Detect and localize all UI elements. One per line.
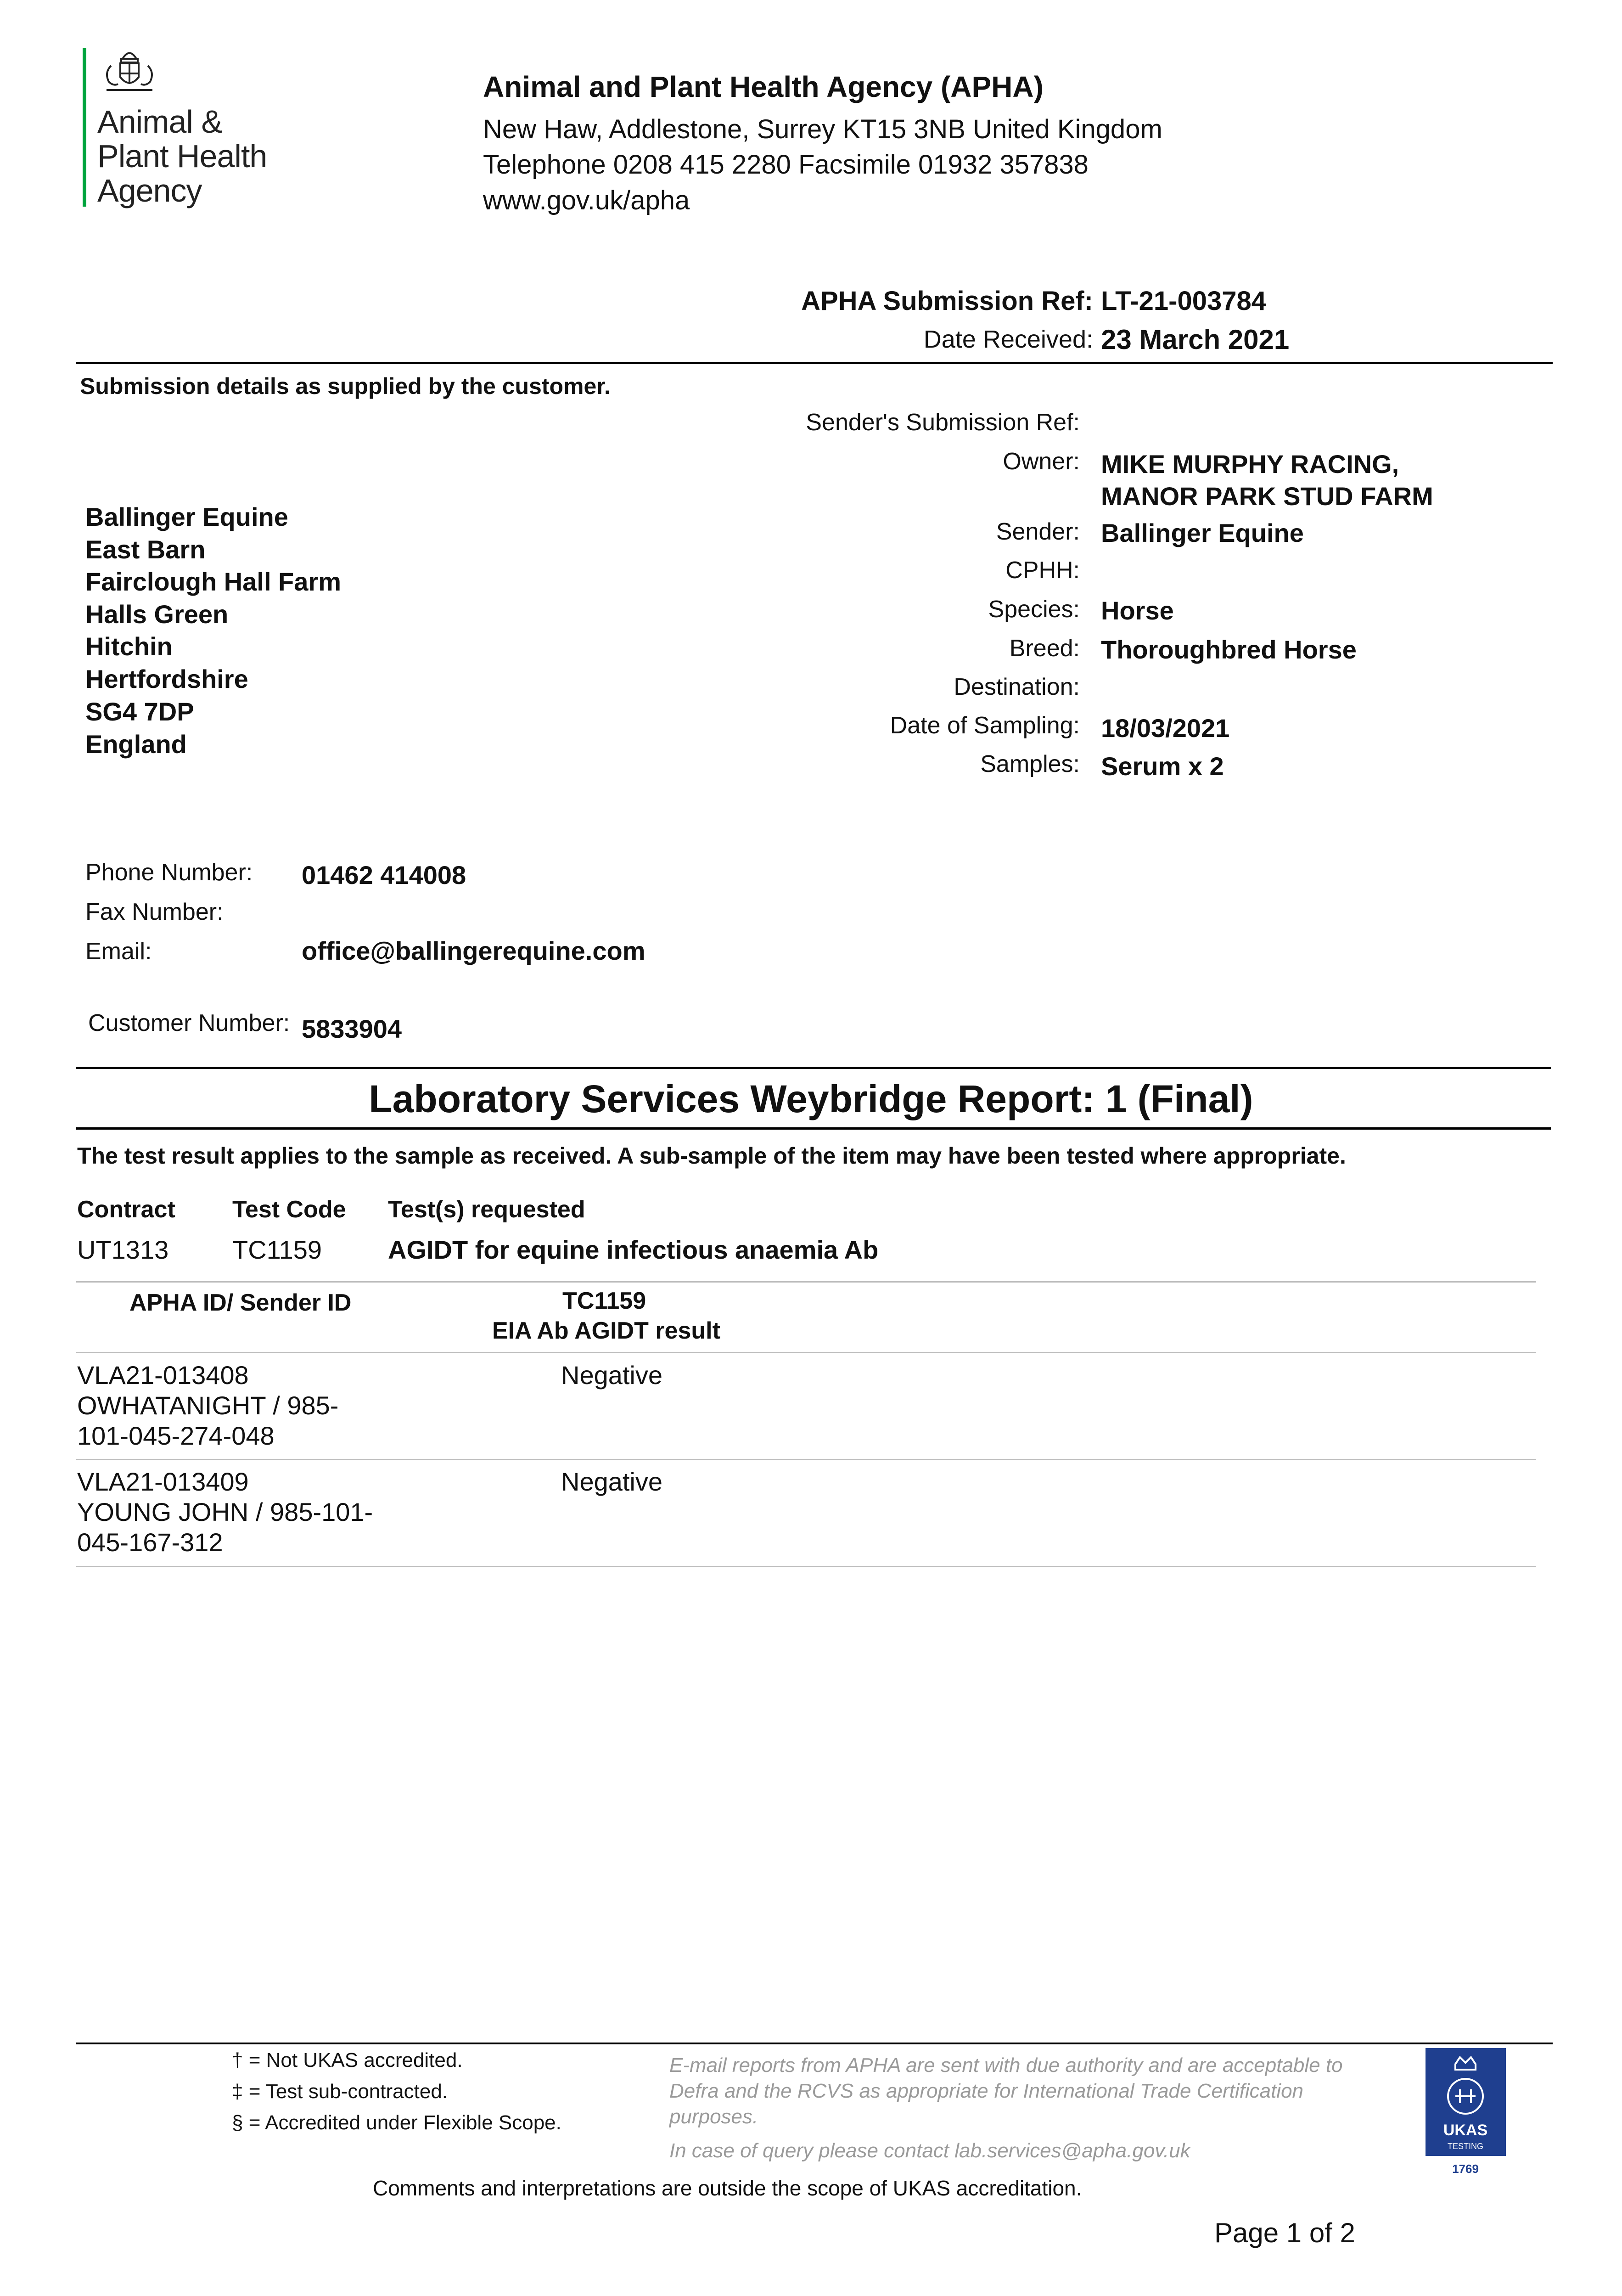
email-reports-note: E-mail reports from APHA are sent with due authority and are acceptable to Defra and the RCVS as appropriate for International Trade Certification purposes. [669, 2054, 1343, 2128]
contract-header: Contract [77, 1196, 175, 1223]
breed-label: Breed: [1009, 635, 1080, 662]
results-table-top-rule [76, 1281, 1536, 1283]
table-row-result: Negative [561, 1467, 663, 1496]
sender-label: Sender: [996, 518, 1080, 545]
owner-label: Owner: [1003, 448, 1080, 475]
submission-ref-label: APHA Submission Ref: [801, 286, 1093, 316]
sampling-date-value: 18/03/2021 [1101, 714, 1230, 743]
contract-value: UT1313 [77, 1235, 169, 1264]
table-row-result: Negative [561, 1361, 663, 1390]
page-number: Page 1 of 2 [1214, 2217, 1355, 2248]
address-line: Hertfordshire [85, 664, 248, 693]
table-row-apha-id: VLA21-013408 [77, 1361, 249, 1390]
table-row-divider [76, 1459, 1536, 1460]
senders-ref-label: Sender's Submission Ref: [806, 409, 1080, 436]
query-contact-note: In case of query please contact lab.services@apha.gov.uk [669, 2139, 1190, 2162]
address-line: East Barn [85, 535, 206, 564]
address-line: England [85, 730, 187, 759]
cphh-label: CPHH: [1005, 557, 1080, 584]
report-bottom-rule [76, 1127, 1551, 1130]
results-header-rule [76, 1352, 1536, 1353]
customer-number-label: Customer Number: [88, 1010, 290, 1036]
customer-note: Submission details as supplied by the customer. [80, 373, 611, 399]
agency-website[interactable]: www.gov.uk/apha [483, 186, 690, 215]
id-column-header: APHA ID/ Sender ID [129, 1289, 352, 1316]
samples-value: Serum x 2 [1101, 752, 1224, 781]
header-divider [76, 362, 1553, 364]
ukas-scope-note: Comments and interpretations are outside the scope of UKAS accreditation. [373, 2176, 1082, 2200]
logo-text-line-3: Agency [97, 173, 202, 208]
key-sub-contracted: ‡ = Test sub-contracted. [232, 2080, 448, 2103]
table-row-divider [76, 1566, 1536, 1567]
date-received-value: 23 March 2021 [1101, 324, 1290, 355]
test-code-header: Test Code [232, 1196, 346, 1223]
address-line: Hitchin [85, 632, 173, 661]
key-not-accredited: † = Not UKAS accredited. [232, 2049, 463, 2071]
table-row-sender-id: 101-045-274-048 [77, 1421, 275, 1450]
sampling-date-label: Date of Sampling: [890, 712, 1080, 739]
table-row-sender-id: OWHATANIGHT / 985- [77, 1391, 339, 1420]
royal-crest-icon [97, 45, 162, 98]
sender-value: Ballinger Equine [1101, 518, 1304, 547]
logo-green-bar [83, 48, 86, 207]
ukas-logo-text: UKAS [1443, 2122, 1488, 2139]
test-requested-value: AGIDT for equine infectious anaemia Ab [388, 1235, 879, 1264]
customer-number-value: 5833904 [302, 1014, 402, 1043]
date-received-label: Date Received: [923, 326, 1093, 353]
phone-value: 01462 414008 [302, 861, 466, 889]
table-row-sender-id: 045-167-312 [77, 1528, 223, 1557]
agency-name: Animal and Plant Health Agency (APHA) [483, 70, 1044, 103]
destination-label: Destination: [954, 674, 1080, 700]
email-label: Email: [85, 938, 152, 965]
footer-rule [76, 2043, 1553, 2044]
address-line: Ballinger Equine [85, 502, 288, 531]
address-line: Fairclough Hall Farm [85, 567, 341, 596]
logo-text-line-2: Plant Health [97, 138, 267, 174]
species-label: Species: [988, 596, 1080, 623]
owner-value-line-1: MIKE MURPHY RACING, [1101, 450, 1399, 478]
address-line: Halls Green [85, 600, 229, 629]
submission-ref-value: LT-21-003784 [1101, 286, 1267, 316]
table-row-apha-id: VLA21-013409 [77, 1467, 249, 1496]
phone-label: Phone Number: [85, 859, 253, 886]
table-row-sender-id: YOUNG JOHN / 985-101- [77, 1497, 373, 1526]
key-flexible-scope: § = Accredited under Flexible Scope. [232, 2111, 561, 2134]
agency-phone-fax: Telephone 0208 415 2280 Facsimile 01932 357838 [483, 150, 1089, 180]
address-line: SG4 7DP [85, 697, 194, 726]
report-note: The test result applies to the sample as received. A sub-sample of the item may have been tested where appropriate. [77, 1143, 1346, 1169]
species-value: Horse [1101, 596, 1174, 625]
email-value[interactable]: office@ballingerequine.com [302, 936, 645, 965]
ukas-logo-sub: TESTING [1447, 2142, 1484, 2151]
ukas-logo-icon [1423, 2048, 1508, 2181]
fax-label: Fax Number: [85, 899, 224, 925]
samples-label: Samples: [980, 751, 1080, 777]
owner-value-line-2: MANOR PARK STUD FARM [1101, 482, 1433, 511]
logo-text-line-1: Animal & [97, 104, 223, 140]
ukas-number: 1769 [1452, 2162, 1479, 2176]
result-column-header-code: TC1159 [562, 1288, 646, 1314]
result-column-header-name: EIA Ab AGIDT result [492, 1317, 720, 1344]
breed-value: Thoroughbred Horse [1101, 635, 1357, 664]
test-code-value: TC1159 [232, 1235, 322, 1264]
agency-address: New Haw, Addlestone, Surrey KT15 3NB United Kingdom [483, 114, 1162, 144]
report-top-rule [76, 1067, 1551, 1069]
report-title: Laboratory Services Weybridge Report: 1 (Final) [369, 1077, 1253, 1120]
tests-requested-header: Test(s) requested [388, 1196, 585, 1223]
